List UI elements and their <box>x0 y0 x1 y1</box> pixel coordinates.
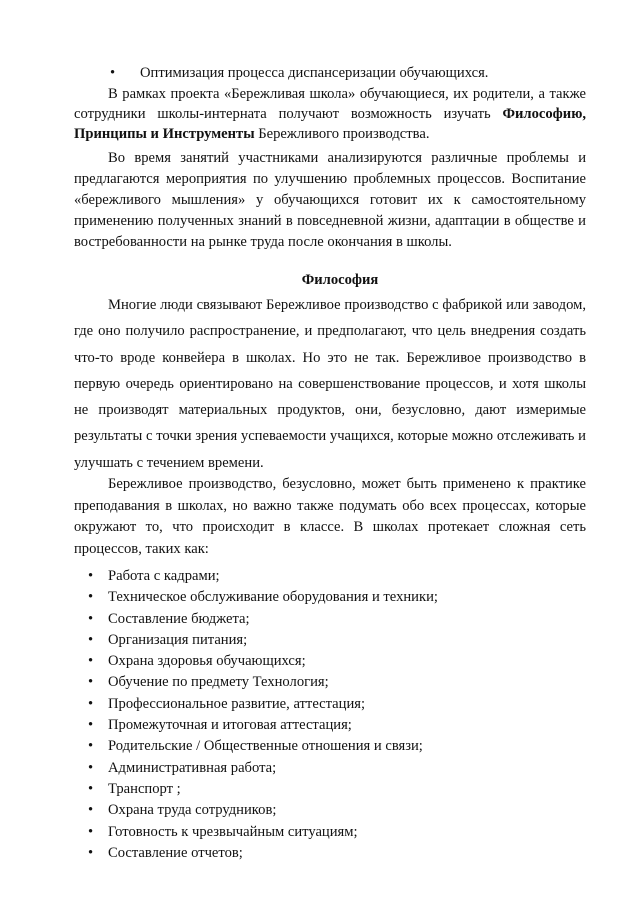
list-item-text: Работа с кадрами; <box>108 568 220 584</box>
bullet-marker: • <box>88 717 94 734</box>
paragraph-lessons: Во время занятий участниками анализируются различные проблемы и предлагаются мероприятия по улучшению проблемных процессов. Воспитание «бережливого мышления» у обучающихся готовит их к самостоятельному применению полученных знаний в повседневной жизни, адаптации в обществе и востребованности на рынке труда после окончания в школы. <box>74 150 586 250</box>
list-item-text: Родительские / Общественные отношения и связи; <box>108 738 423 755</box>
list-item <box>88 630 438 651</box>
bullet-marker: • <box>88 802 94 819</box>
list-item <box>88 609 438 630</box>
bullet-marker: • <box>88 844 94 861</box>
list-item <box>88 779 438 800</box>
list-item <box>88 566 438 587</box>
bullet-marker: • <box>88 610 94 627</box>
list-item-text: Административная работа; <box>108 759 277 776</box>
bullet-marker: • <box>88 823 94 840</box>
list-item <box>88 694 438 715</box>
bullet-marker: • <box>88 568 94 584</box>
process-list <box>88 566 438 864</box>
bullet-marker: • <box>88 759 94 776</box>
list-item-text: Профессиональное развитие, аттестация; <box>108 695 366 712</box>
paragraph-philosophy: Многие люди связывают Бережливое производство с фабрикой или заводом, где оно получило распространение, и предполагают, что цель внедрения создать что-то вроде конвейера в школах. Но это не так. Бережливое производство в первую очередь ориентировано на совершенствование процессов, и хотя школы не производят материальных продуктов, они, безусловно, дают измеримые результаты с точки зрения успеваемости учащихся, которые можно отслеживать и улучшать с течением времени. <box>74 297 586 471</box>
list-item <box>88 736 438 757</box>
list-item-text: Обучение по предмету Технология; <box>108 674 329 691</box>
list-item <box>88 715 438 736</box>
list-item-text: Составление бюджета; <box>108 610 250 627</box>
bullet-marker: • <box>88 695 94 712</box>
list-item-text: Транспорт ; <box>108 780 181 797</box>
paragraph-project-intro <box>74 84 586 144</box>
bullet-marker: • <box>88 653 94 670</box>
bullet-marker: • <box>88 589 94 606</box>
bullet-marker: • <box>88 780 94 797</box>
list-item-text: Охрана труда сотрудников; <box>108 802 277 819</box>
intro-bullet-text: Оптимизация процесса диспансеризации обучающихся. <box>140 65 489 81</box>
list-item <box>88 758 438 779</box>
paragraph1-part1: В рамках проекта «Бережливая школа» обучающиеся, их родители, а также сотрудники школы-интерната получают возможность изучать <box>74 86 586 122</box>
list-item-text: Готовность к чрезвычайным ситуациям; <box>108 823 358 840</box>
paragraph1-bold: Философию, Принципы и Инструменты <box>74 106 586 142</box>
list-item-text: Промежуточная и итоговая аттестация; <box>108 717 352 734</box>
paragraph-processes: Бережливое производство, безусловно, может быть применено к практике преподавания в школах, но важно также подумать обо всех процессах, которые окружают то, что происходит в классе. В школах протекает сложная сеть процессов, таких как: <box>74 476 586 557</box>
bullet-marker: • <box>110 65 116 81</box>
list-item-text: Охрана здоровья обучающихся; <box>108 653 306 670</box>
paragraph1-part2: Бережливого производства. <box>254 126 430 142</box>
list-item-text: Составление отчетов; <box>108 844 243 861</box>
list-item <box>88 822 438 843</box>
list-item-text: Организация питания; <box>108 631 248 648</box>
bullet-marker: • <box>88 738 94 755</box>
list-item-text: Техническое обслуживание оборудования и техники; <box>108 589 438 606</box>
list-item <box>88 843 438 864</box>
list-item <box>88 800 438 821</box>
bullet-marker: • <box>88 674 94 691</box>
list-item <box>88 651 438 672</box>
list-item <box>88 587 438 608</box>
section-heading-philosophy: Философия <box>301 272 379 288</box>
bullet-marker: • <box>88 631 94 648</box>
list-item <box>88 672 438 693</box>
